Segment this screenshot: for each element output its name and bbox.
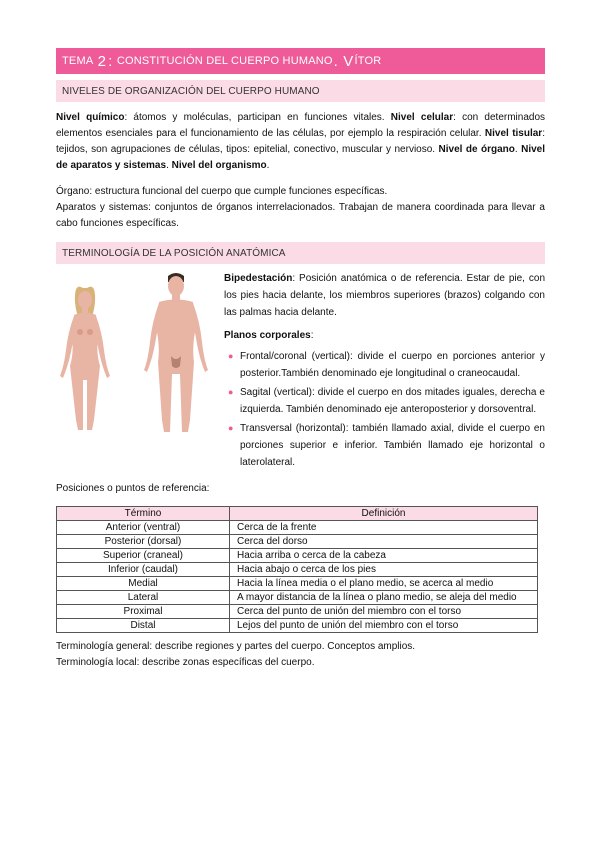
definition-cell: A mayor distancia de la línea o plano medio, se aleja del medio [230,591,538,605]
references-title: Posiciones o puntos de referencia: [56,483,210,494]
table-row [57,535,538,549]
level-chemical: Nivel químico [56,112,125,123]
level-tissue-desc: : tejidos, son agrupaciones de células, tipos: epitelial, conectivo, muscular y nervioso. [56,128,545,155]
document-page [56,48,545,671]
term-cell: Inferior (caudal) [57,563,230,577]
level-cellular-desc: : con determinados elementos esenciales para el funcionamiento de las células, por ejemplo la respiración celular. [56,112,546,139]
table-row [57,619,538,633]
level-separator-2: . [166,160,172,171]
terminology-notes [56,639,545,671]
title-author-rest: ÍTOR [354,55,382,67]
planes-title-colon: : [310,330,314,341]
level-organ: Nivel de órgano [438,144,515,155]
local-terminology: Terminología local: describe zonas específicas del cuerpo. [56,657,315,668]
general-terminology: Terminología general: describe regiones y partes del cuerpo. Conceptos amplios. [56,641,416,652]
bullet-icon: ● [228,423,234,433]
section-heading-levels [56,80,545,102]
female-figure [60,287,110,430]
page-title [56,48,545,74]
level-end: . [266,160,270,171]
term-cell: Anterior (ventral) [57,521,230,535]
bullet-icon: ● [228,387,234,397]
table-row [57,605,538,619]
table-header-row [57,507,538,521]
term-cell: Superior (craneal) [57,549,230,563]
planes-title [224,327,545,344]
list-item [224,348,545,382]
definition-cell: Cerca de la frente [230,521,538,535]
bipedestation-text: : Posición anatómica o de referencia. Estar de pie, con los pies hacia delante, los miembros superiores (brazos) colgando con las palmas hacia delante. [224,273,545,318]
definition-cell: Lejos del punto de unión del miembro con el torso [230,619,538,633]
organ-definition: Órgano: estructura funcional del cuerpo que cumple funciones específicas. [56,186,388,197]
term-cell: Distal [57,619,230,633]
male-figure [144,273,208,432]
level-separator-1: . [514,144,522,155]
bullet-icon: ● [228,351,234,361]
term-cell: Medial [57,577,230,591]
bipedestation-paragraph [224,270,545,321]
section-heading-anatomical [56,242,545,264]
levels-paragraph [56,110,545,174]
systems-definition: Aparatos y sistemas: conjuntos de órganos interrelacionados. Trabajan de manera coordinada para llevar a cabo funciones específicas. [56,202,545,229]
planes-title-label: Planos corporales [224,330,311,341]
table-row [57,577,538,591]
table-row [57,549,538,563]
level-organism: Nivel del organismo [171,160,267,171]
reference-table [56,506,538,633]
term-cell: Lateral [57,591,230,605]
definition-cell: Hacia la línea media o el plano medio, se acerca al medio [230,577,538,591]
list-item [224,420,545,471]
table-row [57,591,538,605]
column-header-definition: Definición [230,507,538,521]
anatomical-position-illustration [56,270,224,438]
definition-cell: Cerca del dorso [230,535,538,549]
table-row [57,563,538,577]
title-dot: . [333,52,339,70]
section-heading-levels-text: NIVELES DE ORGANIZACIÓN DEL CUERPO HUMANO [62,85,320,97]
level-chemical-desc: : átomos y moléculas, participan en funciones vitales. [124,112,391,123]
list-item [224,384,545,418]
definitions-block [56,184,545,232]
term-cell: Proximal [57,605,230,619]
term-cell: Posterior (dorsal) [57,535,230,549]
title-prefix: TEMA [62,55,94,67]
column-header-term: Término [57,507,230,521]
section-heading-anatomical-text: TERMINOLOGÍA DE LA POSICIÓN ANATÓMICA [62,247,286,259]
level-systems: Nivel de aparatos y sistemas [56,144,546,171]
bipedestation-label: Bipedestación [224,273,293,284]
plane-transverse: Transversal (horizontal): también llamado axial, divide el cuerpo en porciones superior e inferior. También llamado eje horizontal o laterolateral. [240,423,545,468]
title-number: 2 [97,52,107,70]
anatomical-text [224,270,545,471]
anatomical-figures [56,270,224,438]
definition-cell: Cerca del punto de unión del miembro con el torso [230,605,538,619]
title-author-initial: V [343,52,354,70]
definition-cell: Hacia arriba o cerca de la cabeza [230,549,538,563]
title-colon: : [108,52,113,70]
table-row [57,521,538,535]
title-text: CONSTITUCIÓN DEL CUERPO HUMANO [116,55,333,67]
anatomical-block [56,270,545,471]
plane-frontal: Frontal/coronal (vertical): divide el cuerpo en porciones anterior y posterior.También denominado eje longitudinal o craneocaudal. [240,351,545,379]
level-tissue: Nivel tisular [484,128,543,139]
plane-sagittal: Sagital (vertical): divide el cuerpo en dos mitades iguales, derecha e izquierda. También denominado eje anteroposterior y dorsoventral. [240,387,545,415]
level-cellular: Nivel celular [390,112,454,123]
definition-cell: Hacia abajo o cerca de los pies [230,563,538,577]
